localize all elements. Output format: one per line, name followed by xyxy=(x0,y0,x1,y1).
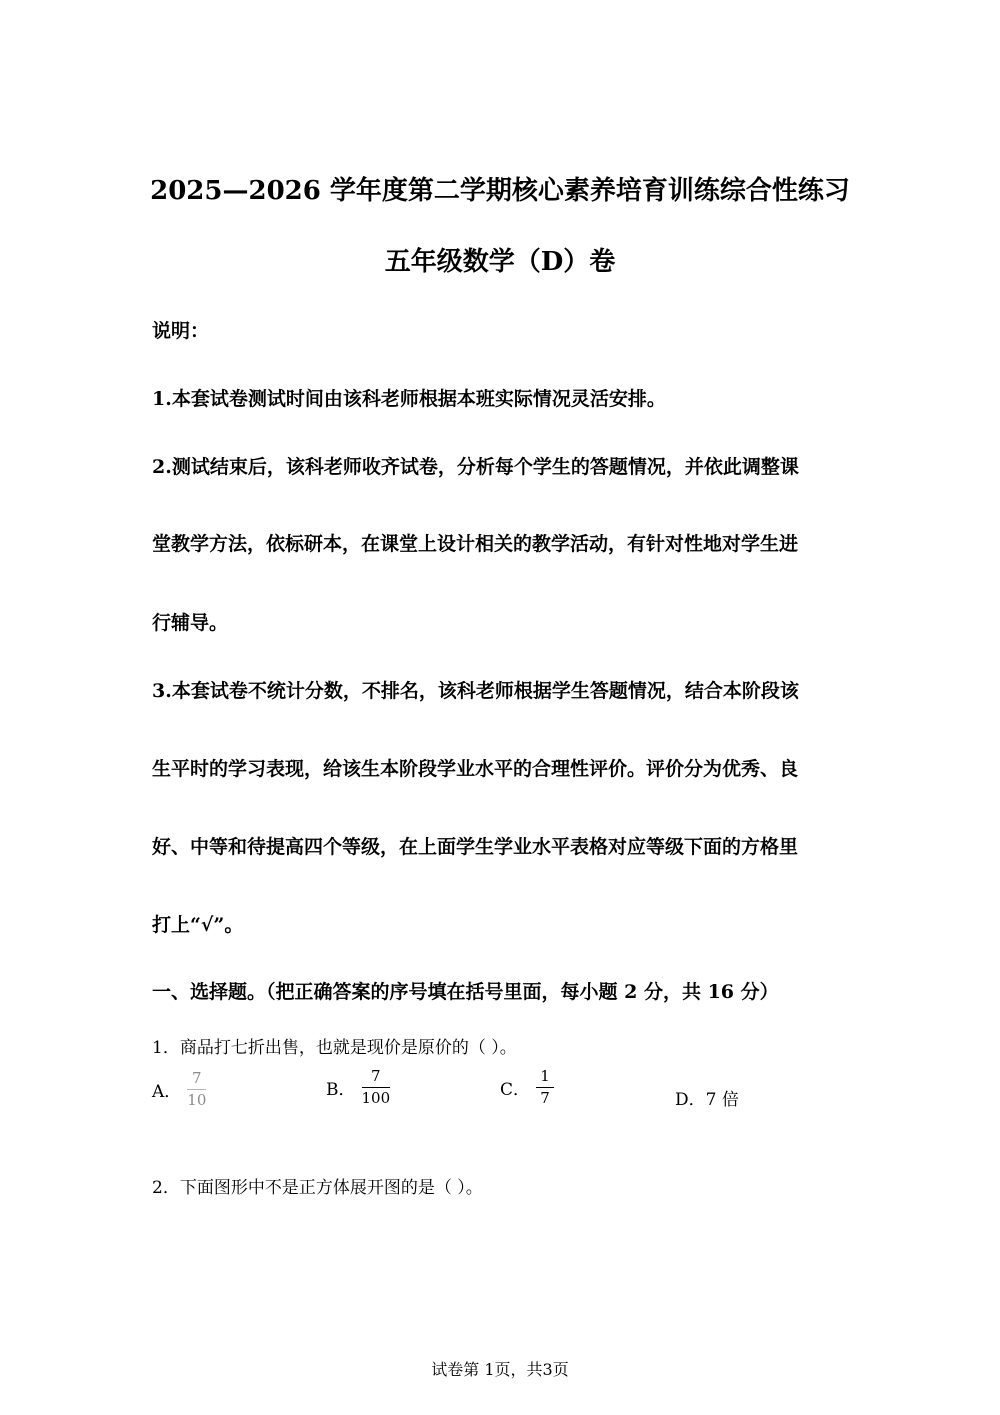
exam-subtitle: 五年级数学（D）卷 xyxy=(384,247,616,277)
option-d: D．7 倍 xyxy=(675,1090,739,1110)
option-a xyxy=(152,1070,206,1108)
fraction-bar xyxy=(362,1087,391,1088)
instruction-line: 打上“√”。 xyxy=(152,914,244,936)
option-c xyxy=(500,1068,554,1106)
fraction-bar xyxy=(187,1089,206,1090)
fraction xyxy=(362,1068,391,1106)
exam-title: 2025—2026 学年度第二学期核心素养培育训练综合性练习 xyxy=(150,176,850,206)
fraction-bar xyxy=(536,1087,554,1088)
fraction-numerator: 1 xyxy=(540,1067,550,1085)
instruction-line: 3.本套试卷不统计分数，不排名，该科老师根据学生答题情况，结合本阶段该 xyxy=(152,680,799,702)
option-c-label: C． xyxy=(500,1079,531,1100)
option-a-label: A． xyxy=(152,1081,182,1102)
fraction-numerator: 7 xyxy=(371,1067,381,1085)
question-2: 2．下面图形中不是正方体展开图的是（ ）。 xyxy=(152,1178,483,1198)
instruction-line: 生平时的学习表现，给该生本阶段学业水平的合理性评价。评价分为优秀、良 xyxy=(152,758,799,780)
instruction-line: 好、中等和待提高四个等级，在上面学生学业水平表格对应等级下面的方格里 xyxy=(152,836,799,858)
fraction-numerator: 7 xyxy=(192,1069,202,1087)
instruction-line: 2.测试结束后，该科老师收齐试卷，分析每个学生的答题情况，并依此调整课 xyxy=(152,456,799,478)
page-footer: 试卷第 1页，共3页 xyxy=(431,1360,569,1379)
fraction-denominator: 10 xyxy=(187,1090,207,1109)
question-1: 1．商品打七折出售，也就是现价是原价的（ ）。 xyxy=(152,1038,517,1058)
instruction-line: 行辅导。 xyxy=(152,612,229,634)
instruction-line: 堂教学方法，依标研本，在课堂上设计相关的教学活动，有针对性地对学生进 xyxy=(152,533,799,555)
instructions-heading: 说明： xyxy=(152,320,210,342)
fraction-denominator: 100 xyxy=(361,1088,391,1107)
option-b-label: B． xyxy=(326,1079,356,1100)
fraction xyxy=(536,1068,554,1106)
fraction xyxy=(187,1070,206,1108)
instruction-line: 1.本套试卷测试时间由该科老师根据本班实际情况灵活安排。 xyxy=(152,388,666,410)
option-b xyxy=(326,1068,390,1106)
fraction-denominator: 7 xyxy=(540,1088,550,1107)
section-heading: 一、选择题。（把正确答案的序号填在括号里面，每小题 2 分，共 16 分） xyxy=(152,981,779,1003)
